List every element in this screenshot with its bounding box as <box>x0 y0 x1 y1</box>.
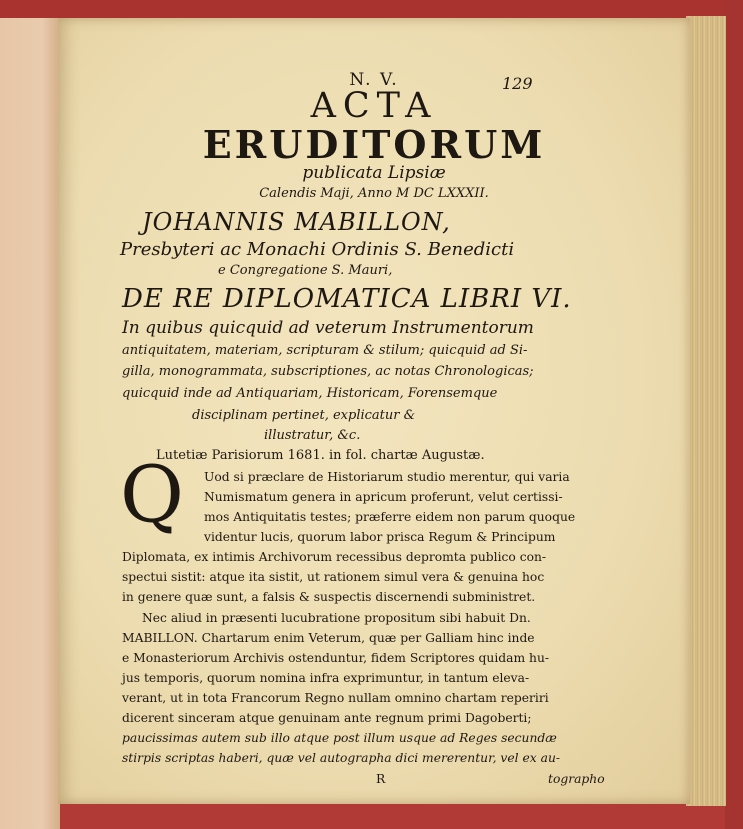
signature-mark: R <box>376 772 386 786</box>
body-line: in genere quæ sunt, a falsis & suspectis discernendi subministret. <box>122 590 536 604</box>
subtitle-line: antiquitatem, materiam, scripturam & stilum; quicquid ad Si- <box>122 343 528 358</box>
body-line: videntur lucis, quorum labor prisca Regum & Principum <box>204 530 556 544</box>
masthead-publicata: publicata Lipsiæ <box>302 163 446 183</box>
subtitle-line: disciplinam pertinet, explicatur & <box>192 408 416 423</box>
drop-cap: Q <box>120 450 184 540</box>
subtitle-line: gilla, monogrammata, subscriptiones, ac notas Chronologicas; <box>122 364 534 379</box>
subtitle-line: quicquid inde ad Antiquariam, Historicam, Forensemque <box>122 386 498 401</box>
body-line: MABILLON. Chartarum enim Veterum, quæ per Galliam hinc inde <box>122 631 535 645</box>
facing-page <box>0 18 60 829</box>
page-number: 129 <box>502 74 533 93</box>
body-line: spectui sistit: atque ita sistit, ut rationem simul vera & genuina hoc <box>122 570 545 584</box>
body-line: paucissimas autem sub illo atque post illum usque ad Reges secundæ <box>122 731 557 745</box>
work-title: DE RE DIPLOMATICA LIBRI VI. <box>122 284 572 314</box>
masthead-date: Calendis Maji, Anno M DC LXXXII. <box>259 186 489 201</box>
subtitle-line: In quibus quicquid ad veterum Instrumentorum <box>122 318 534 338</box>
author-name: JOHANNIS MABILLON, <box>142 208 451 236</box>
masthead-acta: ACTA <box>310 86 438 126</box>
body-line: Nec aliud in præsenti lucubratione propositum sibi habuit Dn. <box>142 611 531 625</box>
body-line: verant, ut in tota Francorum Regno nullam omnino chartam reperiri <box>122 691 549 705</box>
subtitle-line: illustratur, &c. <box>264 428 361 443</box>
body-line: stirpis scriptas haberi, quæ vel autographa dici mererentur, vel ex au- <box>122 751 561 765</box>
page-edges <box>686 16 726 806</box>
imprint-line: Lutetiæ Parisiorum 1681. in fol. chartæ Augustæ. <box>156 448 485 463</box>
body-line: Numismatum genera in apricum proferunt, velut certissi- <box>204 490 563 504</box>
body-line: mos Antiquitatis testes; præferre eidem non parum quoque <box>204 510 576 524</box>
masthead-eruditorum: ERUDITORUM <box>202 122 546 167</box>
body-line: dicerent sinceram atque genuinam ante regnum primi Dagoberti; <box>122 711 532 725</box>
issue-number: N. V. <box>349 70 399 90</box>
body-line: Uod si præclare de Historiarum studio merentur, qui varia <box>204 470 570 484</box>
body-line: jus temporis, quorum nomina infra exprimuntur, in tantum eleva- <box>122 671 530 685</box>
book-page <box>58 18 690 804</box>
catchword: tographo <box>548 772 605 786</box>
author-congregation: e Congregatione S. Mauri, <box>218 263 393 278</box>
body-line: e Monasteriorum Archivis ostenduntur, fidem Scriptores quidam hu- <box>122 651 550 665</box>
book-cover-top <box>0 0 743 18</box>
book-cover-right <box>725 0 743 829</box>
author-order: Presbyteri ac Monachi Ordinis S. Benedicti <box>120 239 515 260</box>
body-line: Diplomata, ex intimis Archivorum recessibus depromta publico con- <box>122 550 547 564</box>
